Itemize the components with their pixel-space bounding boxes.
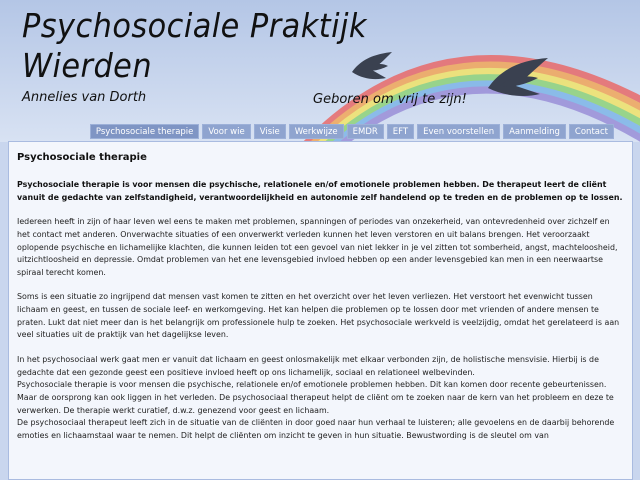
- main-content: [8, 141, 633, 480]
- body-paragraph: [17, 354, 624, 442]
- body-paragraph-part: In het psychosociaal werk gaat men er vanuit dat lichaam en geest onlosmakelijk met elkaar verbonden zijn, de holistische mensvisie. Hierbij is de gedachte dat een gezonde geest een positieve invloed heeft op ons lichamelijk, sociaal en relationeel welbevinden.: [17, 355, 599, 377]
- nav-item-psychosociale-therapie[interactable]: Psychosociale therapie: [90, 124, 200, 139]
- nav-item-werkwijze[interactable]: Werkwijze: [289, 124, 344, 139]
- body-paragraph: Soms is een situatie zo ingrijpend dat mensen vast komen te zitten en het overzicht over het leven verliezen. Het verstoort het evenwicht tussen lichaam en geest, en tussen de sociale leef- en werkomgeving. Het kan helpen die problemen op te lossen door met vrienden of andere mensen te praten. Lukt dat niet meer dan is het belangrijk om professionele hulp te zoeken. Het psychosociale werkveld is veelzijdig, omdat het gerelateerd is aan veel situaties uit de praktijk van het dagelijkse leven.: [17, 292, 620, 340]
- site-title-line1: Psychosociale Praktijk: [22, 6, 367, 45]
- nav-item-even-voorstellen[interactable]: Even voorstellen: [417, 124, 500, 139]
- nav-item-eft[interactable]: EFT: [387, 124, 414, 139]
- nav-item-visie[interactable]: Visie: [254, 124, 286, 139]
- site-slogan: Geboren om vrij te zijn!: [313, 92, 467, 107]
- site-title-line2: Wierden: [22, 46, 153, 85]
- nav-item-voor-wie[interactable]: Voor wie: [202, 124, 250, 139]
- main-nav: [90, 124, 614, 139]
- nav-item-aanmelding[interactable]: Aanmelding: [503, 124, 566, 139]
- body-paragraph-part: Psychosociale therapie is voor mensen die psychische, relationele en/of emotionele problemen hebben. Dit kan komen door recente gebeurtenissen. Maar de oorsprong kan ook liggen in het verleden. De psychosociaal therapeut helpt de cliënt om te zoeken naar de kern van het probleem en deze te verwerken. De therapie werkt curatief, d.w.z. genezend voor geest en lichaam.: [17, 380, 614, 415]
- body-paragraph: Iedereen heeft in zijn of haar leven wel eens te maken met problemen, spanningen of periodes van onzekerheid, van ontevredenheid over zichzelf en het contact met anderen. Onverwachte situaties of een onverwerkt verleden kunnen het leven verstoren en uit balans brengen. Het veroorzaakt oplopende psychische en lichamelijke klachten, die kunnen leiden tot een gevoel van niet lekker in je vel zitten tot somberheid, angst, machteloosheid, uitzichtloosheid en depressie. Omdat problemen van het ene levensgebied invloed hebben op een ander levensgebied kan men in een neerwaartse spiraal terecht komen.: [17, 217, 618, 277]
- site-subtitle: Annelies van Dorth: [22, 90, 147, 105]
- site-header: [0, 0, 640, 142]
- nav-item-contact[interactable]: Contact: [569, 124, 614, 139]
- lead-paragraph: Psychosociale therapie is voor mensen die psychische, relationele en/of emotionele problemen hebben. De therapeut leert de cliënt vanuit de gedachte van zelfstandigheid, verantwoordelijkheid en autonomie zelf handelend op te treden en de problemen op te lossen.: [17, 180, 623, 202]
- page-title: Psychosociale therapie: [17, 152, 147, 163]
- nav-item-emdr[interactable]: EMDR: [347, 124, 384, 139]
- body-paragraph-part: De psychosociaal therapeut leeft zich in de situatie van de cliënten in door goed naar hun verhaal te luisteren; alle gevoelens en de daarbij behorende emoties en lichaamstaal waar te nemen. Dit helpt de cliënten om inzicht te geven in hun situatie. Bewustwording is de sleutel om van: [17, 418, 615, 440]
